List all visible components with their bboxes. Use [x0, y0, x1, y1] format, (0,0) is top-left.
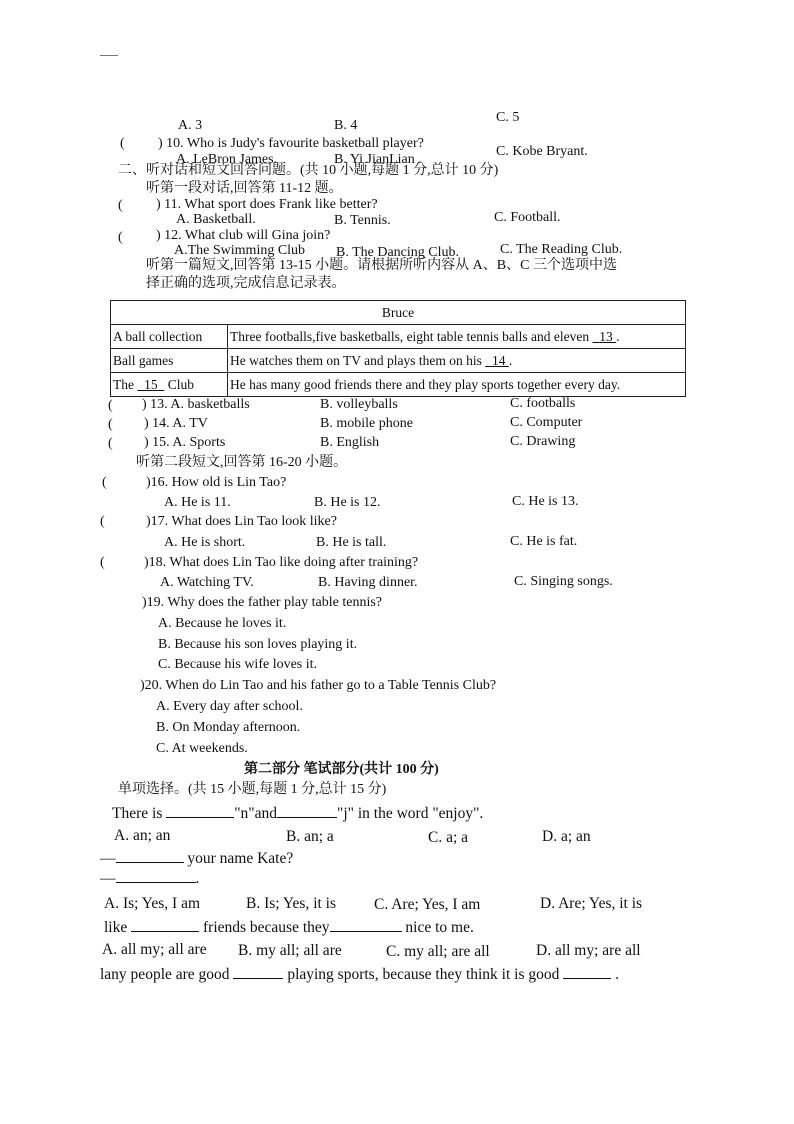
q18-option-c: C. Singing songs.: [514, 574, 613, 589]
q20-option-a: A. Every day after school.: [156, 699, 303, 714]
q19-stem: )19. Why does the father play table tennis?: [142, 595, 382, 610]
q23-option-d: D. all my; are all: [536, 942, 641, 959]
bruce-info-table: [110, 300, 686, 397]
row-label: A ball collection: [111, 325, 228, 349]
q14-option-b: B. mobile phone: [320, 416, 413, 431]
section2-heading: 二、听对话和短文回答问题。(共 10 小题,每题 1 分,总计 10 分): [118, 163, 499, 178]
q18-option-a: A. Watching TV.: [160, 575, 254, 590]
q22-option-b: B. Is; Yes, it is: [246, 895, 337, 912]
q21-pre: There is: [112, 805, 163, 822]
q21-option-a: A. an; an: [114, 827, 171, 844]
q13-option-b: B. volleyballs: [320, 397, 398, 412]
q12-option-a: A.The Swimming Club: [174, 243, 306, 258]
q16-option-b: B. He is 12.: [314, 495, 381, 510]
section2-intro2-line1: 听第一篇短文,回答第 13-15 小题。请根据所听内容从 A、B、C 三个选项中选: [146, 258, 617, 273]
q23-option-a: A. all my; all are: [102, 941, 207, 958]
q10-option-a: A. LeBron James.: [176, 152, 278, 167]
q20-option-b: B. On Monday afternoon.: [156, 720, 301, 735]
q9-option-b: B. 4: [334, 118, 358, 133]
q12-paren: (: [118, 230, 123, 245]
row-text: Three footballs,five basketballs, eight table tennis balls and eleven 13 .: [228, 325, 686, 349]
q15-paren: (: [108, 436, 113, 451]
row-text: He watches them on TV and plays them on his 14 .: [228, 349, 686, 373]
q11-paren: (: [118, 198, 123, 213]
q22-blank-1: [116, 848, 184, 863]
q15-stem: ) 15. A. Sports: [144, 435, 226, 450]
q17-option-a: A. He is short.: [164, 535, 246, 550]
q11-option-b: B. Tennis.: [334, 213, 391, 228]
q22-option-d: D. Are; Yes, it is: [540, 895, 643, 912]
blank-13-number: 13: [599, 328, 613, 344]
q10-option-c: C. Kobe Bryant.: [496, 144, 588, 159]
q16-paren: (: [102, 475, 107, 490]
row-text-content: Three footballs,five basketballs, eight table tennis balls and eleven: [230, 328, 590, 344]
q18-paren: (: [100, 555, 105, 570]
q13-option-c: C. footballs: [510, 396, 576, 411]
part2-heading: 第二部分 笔试部分(共计 100 分): [244, 762, 439, 777]
q24-line: [100, 964, 619, 985]
q19-option-c: C. Because his wife loves it.: [158, 657, 318, 672]
q16-stem: )16. How old is Lin Tao?: [146, 475, 287, 490]
q23-option-b: B. my all; all are: [238, 942, 342, 959]
q23-pre: like: [104, 919, 128, 936]
row-label-suffix: Club: [167, 376, 195, 392]
q24-blank-2: [563, 964, 611, 979]
q17-option-c: C. He is fat.: [510, 534, 578, 549]
q22-line1: [100, 848, 293, 869]
q23-blank-2: [330, 917, 402, 932]
q23-blank-1: [131, 917, 199, 932]
q14-option-c: C. Computer: [510, 415, 583, 430]
q24-pre: lany people are good: [100, 966, 230, 983]
q24-blank-1: [233, 964, 283, 979]
row-label: Ball games: [111, 349, 228, 373]
q21-line: [112, 803, 483, 824]
q20-option-c: C. At weekends.: [156, 741, 248, 756]
q11-stem: ) 11. What sport does Frank like better?: [156, 197, 378, 212]
q14-stem: ) 14. A. TV: [144, 416, 208, 431]
q10-stem: ) 10. Who is Judy's favourite basketball player?: [158, 136, 424, 151]
table-header: Bruce: [111, 301, 686, 325]
q21-option-c: C. a; a: [428, 829, 469, 846]
blank-15: [137, 377, 164, 392]
q21-post: "j" in the word "enjoy".: [337, 805, 484, 822]
q19-option-b: B. Because his son loves playing it.: [158, 637, 358, 652]
table-row: [111, 373, 686, 397]
q24-mid: playing sports, because they think it is good: [287, 966, 560, 983]
q21-mid: "n"and: [234, 805, 278, 822]
q21-option-d: D. a; an: [542, 828, 591, 845]
table-row: [111, 349, 686, 373]
q12-option-b: B. The Dancing Club.: [336, 245, 460, 260]
q16-option-a: A. He is 11.: [164, 495, 231, 510]
q12-option-c: C. The Reading Club.: [500, 242, 623, 257]
q17-paren: (: [100, 514, 105, 529]
q21-option-b: B. an; a: [286, 828, 334, 845]
q24-end: .: [615, 966, 620, 983]
blank-15-number: 15: [144, 376, 158, 392]
q23-option-c: C. my all; are all: [386, 943, 490, 960]
q21-blank-1: [166, 803, 234, 818]
q13-paren: (: [108, 398, 113, 413]
q19-option-a: A. Because he loves it.: [158, 616, 287, 631]
q21-blank-2: [277, 803, 337, 818]
q15-option-b: B. English: [320, 435, 380, 450]
q22-option-a: A. Is; Yes, I am: [104, 895, 201, 912]
q13-stem: ) 13. A. basketballs: [142, 397, 250, 412]
blank-14: [485, 353, 509, 368]
q10-option-b: B. Yi JianLian .: [334, 152, 422, 167]
q23-post: nice to me.: [405, 919, 474, 936]
q17-stem: )17. What does Lin Tao look like?: [146, 514, 337, 529]
q22-dash2: —: [100, 870, 116, 887]
part2-section1: 单项选择。(共 15 小题,每题 1 分,总计 15 分): [118, 782, 387, 797]
scan-mark: [100, 55, 118, 56]
q16-option-c: C. He is 13.: [512, 494, 579, 509]
q18-option-b: B. Having dinner.: [318, 575, 418, 590]
q9-option-c: C. 5: [496, 110, 520, 125]
q11-option-a: A. Basketball.: [176, 212, 256, 227]
blank-14-number: 14: [491, 352, 506, 368]
section2-intro1: 听第一段对话,回答第 11-12 题。: [146, 181, 343, 196]
q22-dash: —: [100, 850, 116, 867]
section2-intro3: 听第二段短文,回答第 16-20 小题。: [136, 455, 348, 470]
row-text-content: He watches them on TV and plays them on his: [230, 352, 482, 368]
q23-line: [104, 917, 474, 938]
row-label: [111, 373, 228, 397]
q9-option-a: A. 3: [178, 118, 203, 133]
row-text: He has many good friends there and they play sports together every day.: [228, 373, 686, 397]
q22-option-c: C. Are; Yes, I am: [374, 896, 481, 913]
q17-option-b: B. He is tall.: [316, 535, 387, 550]
q11-option-c: C. Football.: [494, 210, 561, 225]
table-row: [111, 325, 686, 349]
q22-post: your name Kate?: [187, 850, 294, 867]
blank-13: [593, 329, 617, 344]
q10-paren: (: [120, 136, 125, 151]
q23-mid: friends because they: [203, 919, 330, 936]
q20-stem: )20. When do Lin Tao and his father go to a Table Tennis Club?: [140, 678, 497, 693]
q12-stem: ) 12. What club will Gina join?: [156, 228, 331, 243]
q22-end: .: [195, 870, 200, 887]
q14-paren: (: [108, 417, 113, 432]
section2-intro2-line2: 择正确的选项,完成信息记录表。: [146, 276, 346, 291]
q18-stem: )18. What does Lin Tao like doing after training?: [144, 555, 419, 570]
q22-blank-2: [116, 868, 196, 883]
q15-option-c: C. Drawing: [510, 434, 576, 449]
q22-line2: [100, 868, 199, 889]
row-label-prefix: The: [113, 376, 134, 392]
